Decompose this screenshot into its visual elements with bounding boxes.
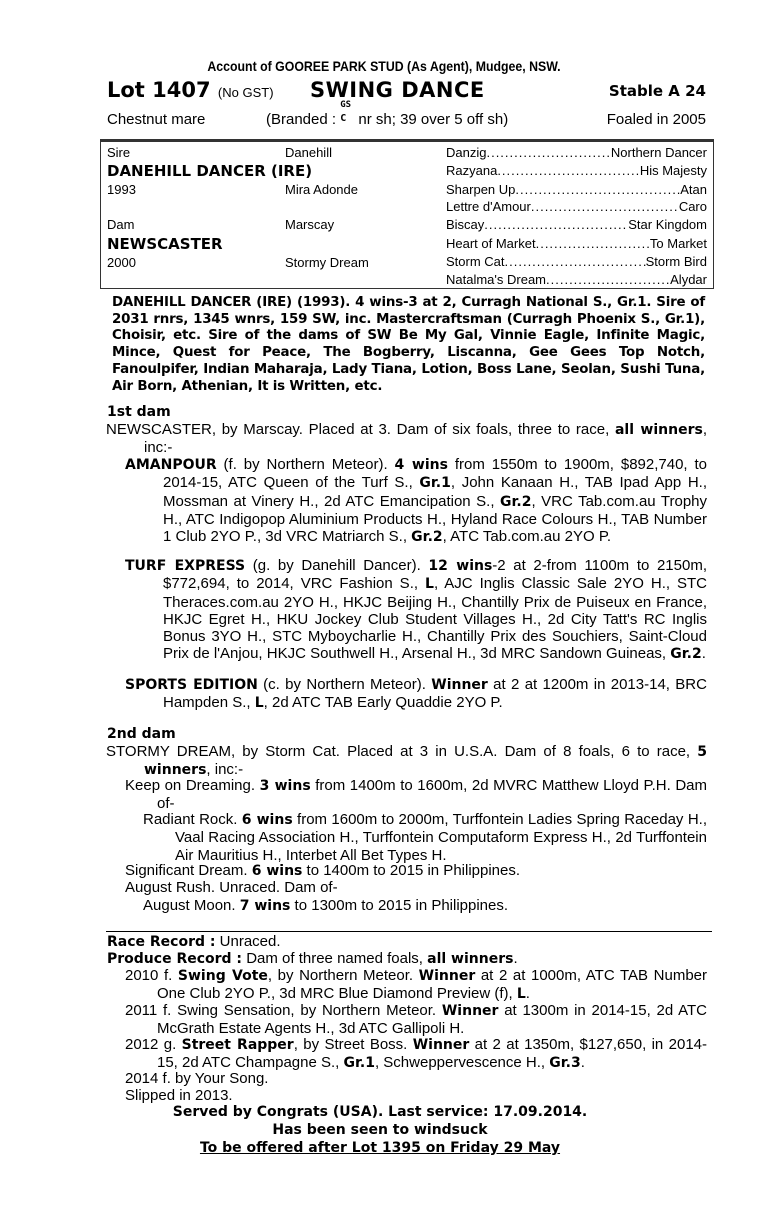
progeny-entry: TURF EXPRESS (g. by Danehill Dancer). 12 wins-2 at 2-from 1100m to 2150m, $772,694, to 2014, VRC Fashion S., L, AJC Inglis Classic Sale 2YO H., STC Theraces.com.au 2YO H., HKJC Beijing H., Chantilly Prix de Puiseux en France, HKJC Egret H., HKU Jockey Club Student Villages H., 2d City Tatt's RC Inglis Bonus 3YO H., STC Myboycharlie H., Chantilly Prix des Souchiers, Saint-Cloud Prix de l'Anjou, HKJC Southwell H., Arsenal H., 3d MRC Sandown Guineas, Gr.2. xyxy=(125,557,708,663)
brand-mark-icon: GS $^C$ xyxy=(340,100,352,124)
lot-number: Lot 1407 (No GST) xyxy=(107,78,274,102)
progeny-entry: SPORTS EDITION (c. by Northern Meteor). Winner at 2 at 1200m in 2013-14, BRC Hampden S., L, 2d ATC TAB Early Quaddie 2YO P. xyxy=(125,676,707,712)
sire-sire: Danehill xyxy=(285,145,332,160)
progeny-name: SPORTS EDITION xyxy=(125,677,258,693)
sire-year: 1993 xyxy=(107,182,136,197)
sire-dam: Mira Adonde xyxy=(285,182,358,197)
colour-sex: Chestnut mare xyxy=(107,111,206,128)
gst-note: (No GST) xyxy=(217,85,274,100)
grandparent-row: Natalma's Dream ..... Alydar xyxy=(446,272,707,287)
produce-entry: 2011 f. Swing Sensation, by Northern Meteor. Winner at 1300m in 2014-15, 2d ATC McGrath Estate Agents H., 3d ATC Gallipoli H. xyxy=(125,1002,707,1038)
pedigree-table xyxy=(100,139,714,289)
produce-entry: 2014 f. by Your Song. xyxy=(125,1070,269,1087)
second-dam-entry: Significant Dream. 6 wins to 1400m to 2015 in Philippines. xyxy=(125,862,521,879)
second-dam-entry: August Rush. Unraced. Dam of- xyxy=(125,879,338,896)
stable-location: Stable A 24 xyxy=(608,82,706,100)
first-dam-heading: 1st dam xyxy=(107,404,171,420)
first-dam-intro: NEWSCASTER, by Marscay. Placed at 3. Dam of six foals, three to race, all winners, inc:- xyxy=(106,421,707,457)
grandparent-row: Biscay ..... Star Kingdom xyxy=(446,217,707,232)
second-dam-entry: Radiant Rock. 6 wins from 1600m to 2000m, Turffontein Ladies Spring Raceday H., Vaal Racing Association H., Turffontein Computaform Express H., 2d Turffontein Air Mauritius H., Interbet All Bet Types H. xyxy=(143,811,707,864)
dam-label: Dam xyxy=(107,217,135,232)
produce-entry: 2010 f. Swing Vote, by Northern Meteor. Winner at 2 at 1000m, ATC TAB Number One Club 2YO P., 3d MRC Blue Diamond Preview (f), L. xyxy=(125,967,707,1003)
service-note: Served by Congrats (USA). Last service: 17.09.2014. xyxy=(172,1104,588,1120)
vendor-account: Account of GOOREE PARK STUD (As Agent), Mudgee, NSW. xyxy=(207,58,561,74)
second-dam-intro: STORMY DREAM, by Storm Cat. Placed at 3 in U.S.A. Dam of 8 foals, 6 to race, 5 winners, inc:- xyxy=(106,743,707,779)
windsuck-note: Has been seen to windsuck xyxy=(272,1122,488,1138)
dam-year: 2000 xyxy=(107,255,136,270)
progeny-name: AMANPOUR xyxy=(125,457,217,473)
second-dam-entry: Keep on Dreaming. 3 wins from 1400m to 1600m, 2d MVRC Matthew Lloyd P.H. Dam of- xyxy=(125,777,707,813)
sire-label: Sire xyxy=(107,145,131,160)
sire-summary: DANEHILL DANCER (IRE) (1993). 4 wins-3 at 2, Curragh National S., Gr.1. Sire of 2031 rnrs, 1345 wnrs, 159 SW, inc. Mastercraftsman (Curragh Phoenix S., Gr.1), Choisir, etc. Sire of the dams of SW Be My Gal, Vinnie Eagle, Infinite Magic, Mince, Quest for Peace, The Bogberry, Liscanna, Gee Gees Top Notch, Fanoulpifer, Indian Maharaja, Lady Tiana, Lotion, Boss Lane, Seolan, Sushi Tuna, Air Born, Athenian, It is Written, etc. xyxy=(112,295,705,394)
dam-dam: Stormy Dream xyxy=(285,255,369,270)
brand-description: (Branded : GS $^C$ nr sh; 39 over 5 off sh) xyxy=(266,100,509,128)
dam-sire: Marscay xyxy=(285,217,335,232)
grandparent-row: Lettre d'Amour ..... Caro xyxy=(446,199,707,214)
grandparent-row: Storm Cat ..... Storm Bird xyxy=(446,254,707,269)
progeny-name: TURF EXPRESS xyxy=(125,558,246,574)
progeny-entry: AMANPOUR (f. by Northern Meteor). 4 wins from 1550m to 1900m, $892,740, to 2014-15, ATC Queen of the Turf S., Gr.1, John Kanaan H., TAB Ipad App H., Mossman at Vinery H., 2d ATC Emancipation S., Gr.2, VRC Tab.com.au Trophy H., ATC Indigopop Aluminium Products H., Hyland Race Colours H., TAB Number 1 Club 2YO P., 3d VRC Matriarch S., Gr.2, ATC Tab.com.au 2YO P. xyxy=(125,456,708,546)
produce-record: Produce Record : Dam of three named foals, all winners. xyxy=(107,950,518,967)
sire-name: DANEHILL DANCER (IRE) xyxy=(107,162,313,180)
second-dam-entry: August Moon. 7 wins to 1300m to 2015 in Philippines. xyxy=(143,897,509,914)
grandparent-row: Heart of Market ..... To Market xyxy=(446,236,707,251)
foaled-year: Foaled in 2005 xyxy=(606,111,706,128)
section-divider xyxy=(106,931,712,932)
grandparent-row: Sharpen Up ..... Atan xyxy=(446,182,707,197)
second-dam-heading: 2nd dam xyxy=(107,726,176,742)
race-record: Race Record : Unraced. xyxy=(107,933,281,950)
produce-entry: Slipped in 2013. xyxy=(125,1087,233,1104)
offer-order-note: To be offered after Lot 1395 on Friday 29 May xyxy=(199,1140,561,1156)
dam-name: NEWSCASTER xyxy=(107,235,223,253)
grandparent-row: Razyana ..... His Majesty xyxy=(446,163,707,178)
horse-name: SWING DANCE xyxy=(310,78,485,102)
grandparent-row: Danzig ..... Northern Dancer xyxy=(446,145,707,160)
produce-entry: 2012 g. Street Rapper, by Street Boss. Winner at 2 at 1350m, $127,650, in 2014-15, 2d ATC Champagne S., Gr.1, Schweppervescence H., Gr.3. xyxy=(125,1036,707,1072)
